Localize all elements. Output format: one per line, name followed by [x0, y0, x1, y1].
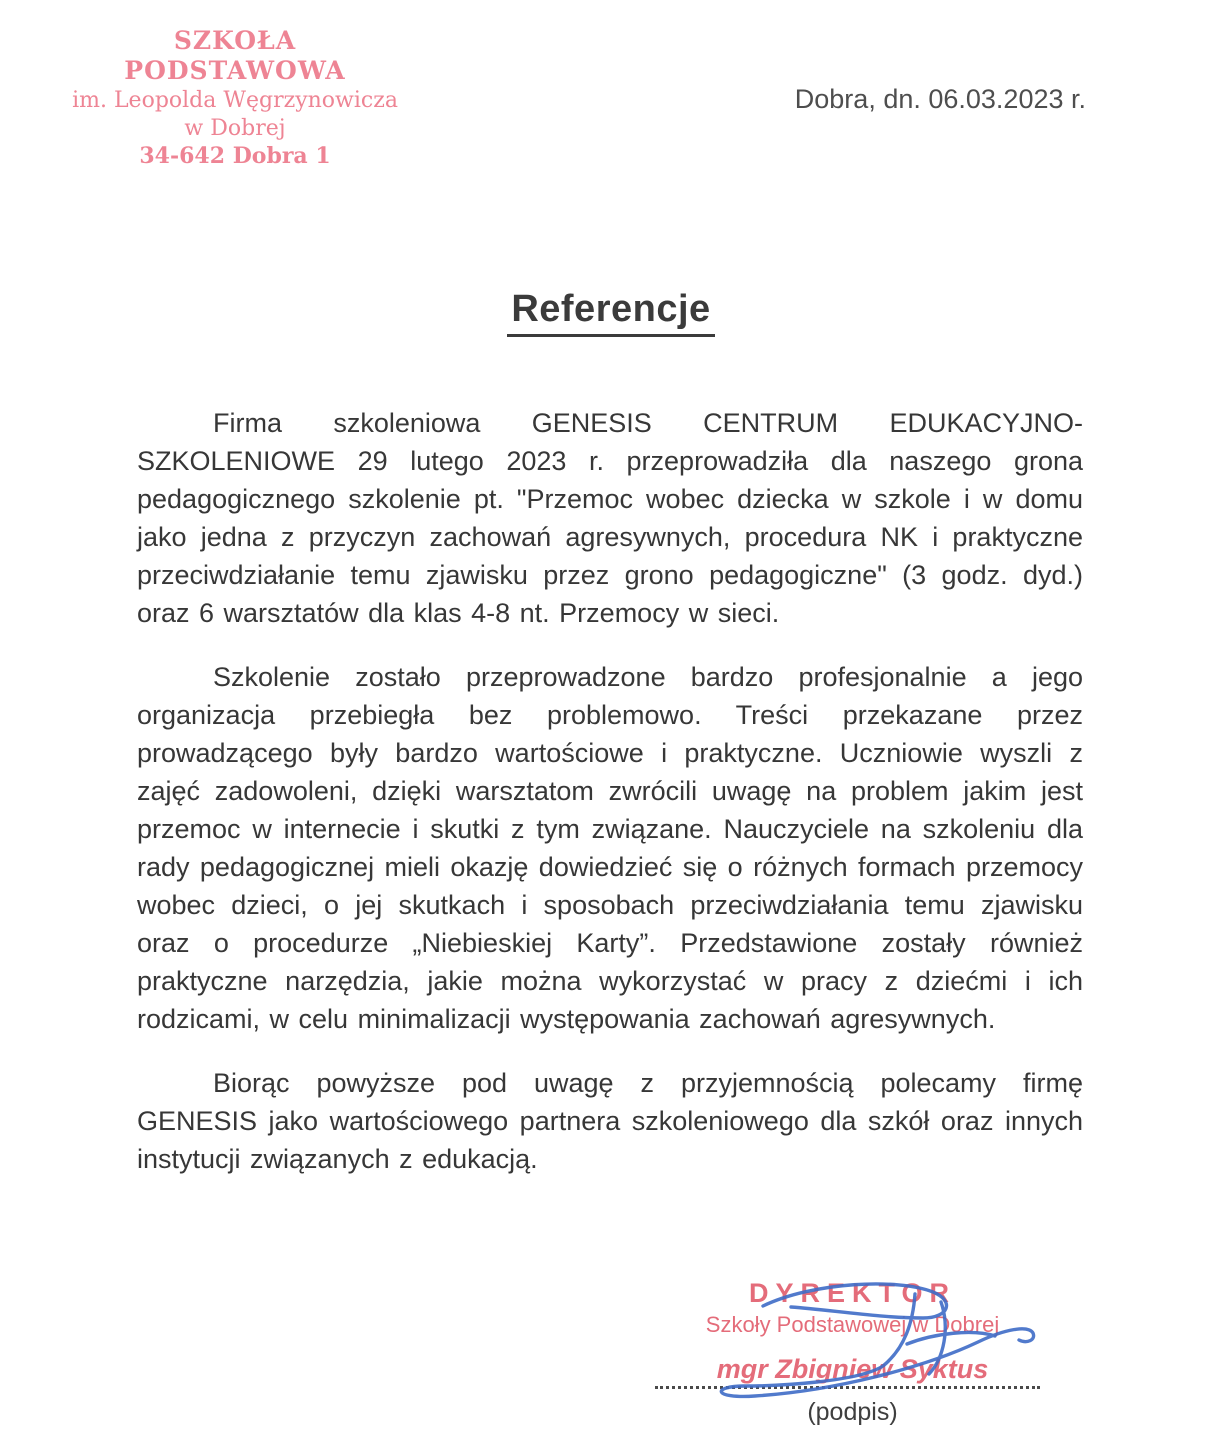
paragraph-3: Biorąc powyższe pod uwagę z przyjemnością polecamy firmę GENESIS jako wartościowego partnera szkoleniowego dla szkół oraz innych instytucji związanych z edukacją. [137, 1068, 1083, 1174]
signature-dotted-line [655, 1386, 1040, 1389]
school-stamp-address: 34-642 Dobra 1 [139, 142, 331, 169]
director-stamp-subtitle: Szkoły Podstawowej w Dobrej [705, 1312, 1000, 1337]
director-stamp-title: DYREKTOR [748, 1278, 957, 1308]
director-stamp-name: mgr Zbigniew Syktus [716, 1354, 989, 1384]
date-line: Dobra, dn. 06.03.2023 r. [794, 84, 1086, 114]
school-stamp-patron: im. Leopolda Węgrzynowicza [72, 88, 398, 113]
page-title: Referencje [507, 288, 714, 337]
signature-block [655, 1278, 1050, 1427]
school-stamp-name: SZKOŁA PODSTAWOWA [124, 26, 346, 85]
paragraph-2: Szkolenie zostało przeprowadzone bardzo profesjonalnie a jego organizacja przebiegła bez problemowo. Treści przekazane przez prowadzącego były bardzo wartościowe i praktyczne. Uczniowie wyszli z zajęć zadowoleni, dzięki warsztatom zwrócili uwagę na problem jakim jest przemoc w internecie i skutki z tym związane. Nauczyciele na szkoleniu dla rady pedagogicznej mieli okazję dowiedzieć się o różnych formach przemocy wobec dzieci, o jej skutkach i sposobach przeciwdziałania temu zjawisku oraz o procedurze „Niebieskiej Karty”. Przedstawione zostały również praktyczne narzędzia, jakie można wykorzystać w pracy z dziećmi i ich rodzicami, w celu minimalizacji występowania zachowań agresywnych. [137, 662, 1083, 1034]
school-stamp-town: w Dobrej [184, 115, 286, 141]
paragraph-1: Firma szkoleniowa GENESIS CENTRUM EDUKACYJNO-SZKOLENIOWE 29 lutego 2023 r. przeprowadziła dla naszego grona pedagogicznego szkolenie pt. "Przemoc wobec dziecka w szkole i w domu jako jedna z przyczyn zachowań agresywnych, procedura NK i praktyczne przeciwdziałanie temu zjawisku przez grono pedagogiczne" (3 godz. dyd.) oraz 6 warsztatów dla klas 4-8 nt. Przemocy w sieci. [137, 408, 1083, 628]
title-row [0, 288, 1222, 337]
letter-body [137, 404, 1083, 1204]
school-stamp [70, 26, 400, 170]
signature-caption: (podpis) [807, 1398, 898, 1426]
